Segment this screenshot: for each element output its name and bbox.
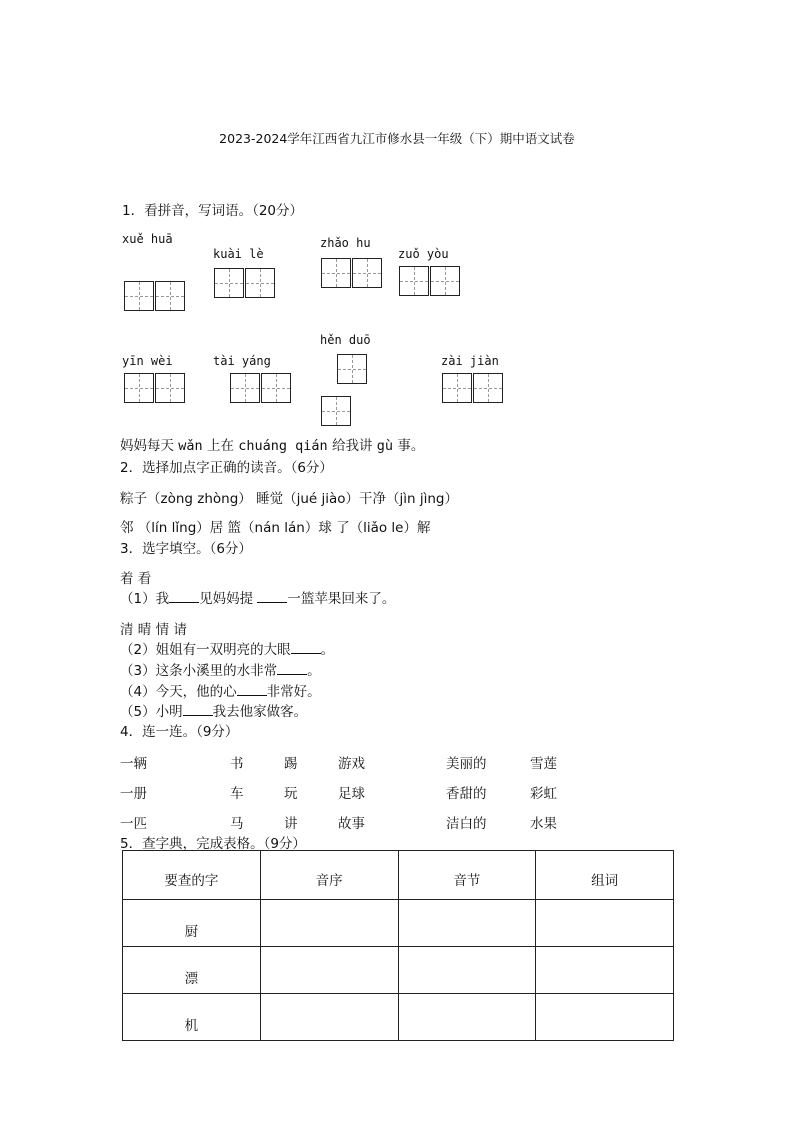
sentence-text: 事。: [393, 438, 425, 454]
q4-heading: 4．连一连。（9分）: [120, 724, 239, 740]
pinyin-label: yīn wèi: [122, 354, 173, 368]
q2-line: 邻 （lín lǐng）居 篮（nán lán）球 了（liǎo le）解: [120, 520, 431, 536]
match-item[interactable]: 踢: [284, 756, 298, 772]
answer-cell[interactable]: [398, 947, 536, 994]
lookup-char-cell: 漂: [123, 947, 261, 994]
sentence-text: 妈妈每天: [120, 438, 179, 454]
match-item[interactable]: 一辆: [120, 756, 147, 772]
page-title: 2023-2024学年江西省九江市修水县一年级（下）期中语文试卷: [219, 131, 575, 146]
writing-box[interactable]: [261, 373, 291, 403]
q3-item: [120, 638, 334, 658]
fill-blank[interactable]: [169, 589, 199, 603]
q2-heading: 2．选择加点字正确的读音。（6分）: [120, 460, 333, 476]
match-item[interactable]: 故事: [338, 816, 365, 832]
q1-heading: 1．看拼音，写词语。（20分）: [122, 203, 304, 219]
writing-box[interactable]: [442, 373, 472, 403]
q3-item: [120, 587, 395, 607]
q1-sentence: [120, 434, 424, 454]
match-item[interactable]: 玩: [284, 786, 298, 802]
match-item[interactable]: 一册: [120, 786, 147, 802]
match-item[interactable]: 车: [230, 786, 244, 802]
pinyin-label: zhǎo hu: [320, 236, 371, 250]
item-text: （5）小明: [120, 704, 183, 720]
item-text: 我去他家做客。: [212, 704, 308, 720]
match-item[interactable]: 彩虹: [530, 786, 557, 802]
pinyin-label: zài jiàn: [441, 354, 499, 368]
q3-item: [120, 680, 321, 700]
match-item[interactable]: 讲: [284, 816, 298, 832]
table-header-row: [123, 851, 674, 900]
writing-box[interactable]: [230, 373, 260, 403]
fill-blank[interactable]: [183, 702, 213, 716]
column-header: 音序: [260, 851, 398, 900]
item-text: （1）我: [120, 591, 170, 607]
q2-line: 粽子（zòng zhòng） 睡觉（jué jiào）干净（jìn jìng）: [120, 491, 458, 507]
answer-cell[interactable]: [398, 900, 536, 947]
match-item[interactable]: 美丽的: [446, 756, 487, 772]
answer-cell[interactable]: [536, 900, 674, 947]
writing-box[interactable]: [399, 266, 429, 296]
q3-item: [120, 659, 321, 679]
answer-cell[interactable]: [260, 947, 398, 994]
column-header: 要查的字: [123, 851, 261, 900]
item-text: （3）这条小溪里的水非常: [120, 663, 278, 679]
match-item[interactable]: 一匹: [120, 816, 147, 832]
writing-box[interactable]: [473, 373, 503, 403]
fill-blank[interactable]: [237, 682, 267, 696]
match-item[interactable]: 雪莲: [530, 756, 557, 772]
writing-box[interactable]: [321, 258, 351, 288]
column-header: 组词: [536, 851, 674, 900]
match-item[interactable]: 香甜的: [446, 786, 487, 802]
item-text: 非常好。: [266, 684, 321, 700]
writing-box[interactable]: [124, 281, 154, 311]
fill-blank[interactable]: [277, 661, 307, 675]
q3-heading: 3．选字填空。（6分）: [120, 541, 252, 557]
pinyin-label: tài yáng: [213, 354, 271, 368]
sentence-text: 给我讲: [327, 438, 377, 454]
answer-cell[interactable]: [260, 994, 398, 1041]
q5-heading: 5．查字典，完成表格。（9分）: [120, 836, 306, 852]
pinyin-label: xuě huā: [122, 232, 173, 246]
fill-blank[interactable]: [257, 589, 287, 603]
writing-box[interactable]: [214, 268, 244, 298]
table-row: [123, 900, 674, 947]
item-text: 。: [320, 642, 335, 658]
pinyin-label: zuǒ yòu: [398, 247, 449, 261]
writing-box[interactable]: [155, 373, 185, 403]
writing-box[interactable]: [245, 268, 275, 298]
q3-char-options: 清 晴 情 请: [120, 622, 187, 638]
writing-box[interactable]: [124, 373, 154, 403]
match-item[interactable]: 书: [230, 756, 244, 772]
answer-cell[interactable]: [536, 994, 674, 1041]
sentence-pinyin: chuáng qián: [238, 438, 328, 454]
column-header: 音节: [398, 851, 536, 900]
pinyin-label: hěn duō: [320, 333, 371, 347]
sentence-pinyin: gù: [376, 438, 394, 454]
match-item[interactable]: 洁白的: [446, 816, 487, 832]
match-item[interactable]: 游戏: [338, 756, 365, 772]
item-text: 。: [307, 663, 321, 679]
lookup-char-cell: 厨: [123, 900, 261, 947]
match-item[interactable]: 马: [230, 816, 244, 832]
sentence-text: 上在: [202, 438, 239, 454]
answer-cell[interactable]: [260, 900, 398, 947]
answer-cell[interactable]: [398, 994, 536, 1041]
fill-blank[interactable]: [291, 640, 321, 654]
dictionary-table: [122, 850, 674, 1041]
item-text: 见妈妈提: [199, 591, 258, 607]
writing-box[interactable]: [321, 396, 351, 426]
q3-char-options: 着 看: [120, 571, 152, 587]
match-item[interactable]: 水果: [530, 816, 557, 832]
writing-box[interactable]: [352, 258, 382, 288]
table-row: [123, 994, 674, 1041]
item-text: （4）今天，他的心: [120, 684, 237, 700]
writing-box[interactable]: [155, 281, 185, 311]
writing-box[interactable]: [337, 354, 367, 384]
q3-item: [120, 700, 307, 720]
sentence-pinyin: wǎn: [178, 438, 203, 454]
match-item[interactable]: 足球: [338, 786, 365, 802]
item-text: 一篮苹果回来了。: [287, 591, 396, 607]
writing-box[interactable]: [430, 266, 460, 296]
pinyin-label: kuài lè: [213, 247, 264, 261]
table-row: [123, 947, 674, 994]
item-text: （2）姐姐有一双明亮的大眼: [120, 642, 291, 658]
lookup-char-cell: 机: [123, 994, 261, 1041]
answer-cell[interactable]: [536, 947, 674, 994]
